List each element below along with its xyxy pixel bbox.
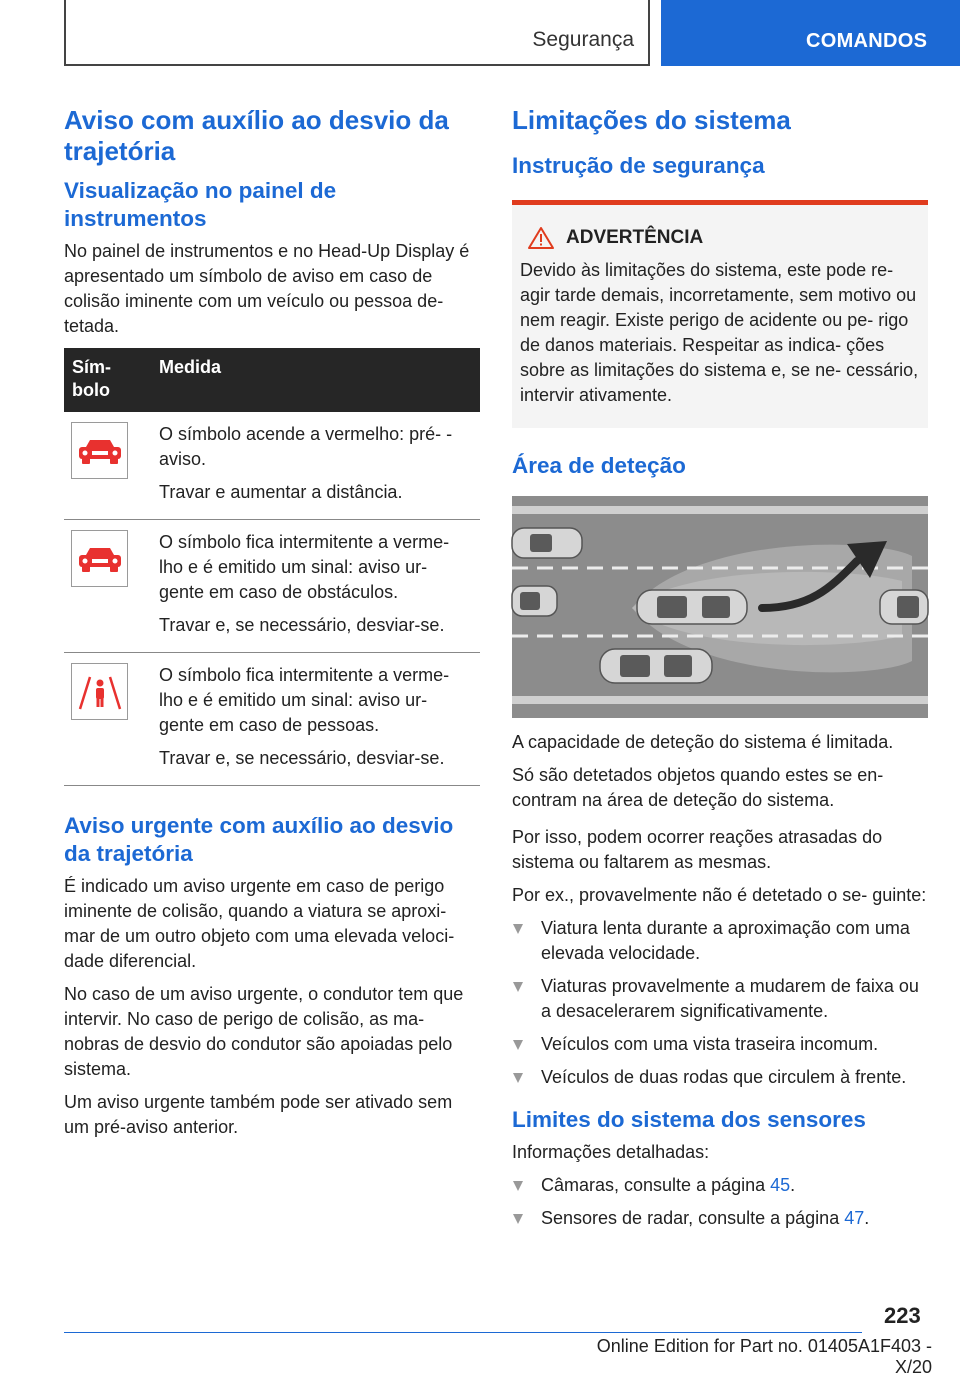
intro-paragraph: No painel de instrumentos e no Head-Up Display é apresentado um símbolo de aviso em caso de colisão iminente com um veículo ou pessoa de- tetada. [64,241,470,336]
safety-heading: Instrução de segurança [512,153,765,178]
section-heading: Aviso com auxílio ao desvio da trajetória [64,105,449,166]
table-row [64,520,480,653]
car-warning-icon [71,530,128,587]
list-item: Sensores de radar, consulte a página 47. [512,1206,928,1231]
table-row [64,412,480,520]
header-section-title: Segurança [532,28,634,51]
detection-area-diagram [512,496,928,718]
undetected-list [512,916,928,1090]
bullet-triangle-icon [513,1073,523,1083]
detection-area-heading: Área de deteção [512,453,686,478]
bullet-triangle-icon [513,1181,523,1191]
list-item: Viatura lenta durante a aproximação com uma elevada velocidade. [512,916,928,966]
bullet-triangle-icon [513,1040,523,1050]
table-row [64,653,480,786]
sensor-limits-heading: Limites do sistema dos sensores [512,1107,866,1132]
detection-paragraph-4: Por ex., provavelmente não é detetado o se- guinte: [512,885,927,905]
footer-divider [64,1332,862,1333]
detection-paragraph-1: A capacidade de deteção do sistema é limitada. [512,732,894,752]
warning-box [512,200,928,428]
urgent-paragraph-3: Um aviso urgente também pode ser ativado sem um pré-aviso anterior. [64,1092,453,1137]
left-column [64,100,480,1140]
details-label: Informações detalhadas: [512,1142,710,1162]
urgent-paragraph-2: No caso de um aviso urgente, o condutor tem que intervir. No caso de perigo de colisão, as ma- nobras de desvio do condutor são apoiadas pelo sistema. [64,984,464,1079]
row-1-line-2: Travar e aumentar a distância. [159,482,403,502]
list-item: Viaturas provavelmente a mudarem de faixa ou a desacelerarem significativamente. [512,974,928,1024]
car-warning-icon [71,422,128,479]
page-link-radar[interactable]: 47 [844,1208,865,1228]
limitations-heading: Limitações do sistema [512,105,791,135]
table-header-action: Medida [151,348,480,412]
row-2-line-2: Travar e, se necessário, desviar-se. [159,615,445,635]
bullet-triangle-icon [513,1214,523,1224]
page-number: 223 [884,1303,921,1328]
detection-paragraph-3: Por isso, podem ocorrer reações atrasadas do sistema ou faltarem as mesmas. [512,827,883,872]
right-column [512,100,928,1231]
symbol-table [64,348,480,786]
subsection-heading: Visualização no painel de instrumentos [64,178,337,231]
row-2-line-1: O símbolo fica intermitente a verme- lho e é emitido um sinal: aviso ur- gente em caso de obstáculos. [159,532,450,602]
list-item: Câmaras, consulte a página 45. [512,1173,928,1198]
warning-triangle-icon [528,227,554,249]
bullet-triangle-icon [513,982,523,992]
warning-text: Devido às limitações do sistema, este pode re- agir tarde demais, incorretamente, sem motivo ou nem reagir. Existe perigo de acidente ou pe- rigo de danos materiais. Respeitar as indica- ções sobre as limitações do sistema e, se ne- cessário, intervir ativamente. [520,260,919,405]
warning-title: ADVERTÊNCIA [566,227,704,248]
table-header-symbol: Sím- bolo [64,348,151,412]
pedestrian-warning-icon [71,663,128,720]
references-list [512,1173,928,1231]
detection-paragraph-2: Só são detetados objetos quando estes se en- contram na área de deteção do sistema. [512,765,884,810]
row-3-line-1: O símbolo fica intermitente a verme- lho e é emitido um sinal: aviso ur- gente em caso de pessoas. [159,665,450,735]
edition-label: Online Edition for Part no. 01405A1F403 - X/20 [596,1336,932,1377]
list-item: Veículos de duas rodas que circulem à frente. [512,1065,928,1090]
urgent-paragraph-1: É indicado um aviso urgente em caso de perigo iminente de colisão, quando a viatura se aproxi- mar de um outro objeto com uma elevada veloci- dade diferencial. [64,876,455,971]
header-section-tab [64,0,650,66]
header-chapter-title: COMANDOS [806,30,928,52]
header-chapter-tab [661,0,960,66]
row-1-line-1: O símbolo acende a vermelho: pré- -aviso. [159,424,453,469]
urgent-warning-heading: Aviso urgente com auxílio ao desvio da trajetória [64,813,454,866]
row-3-line-2: Travar e, se necessário, desviar-se. [159,748,445,768]
bullet-triangle-icon [513,924,523,934]
page-link-cameras[interactable]: 45 [770,1175,791,1195]
list-item: Veículos com uma vista traseira incomum. [512,1032,928,1057]
